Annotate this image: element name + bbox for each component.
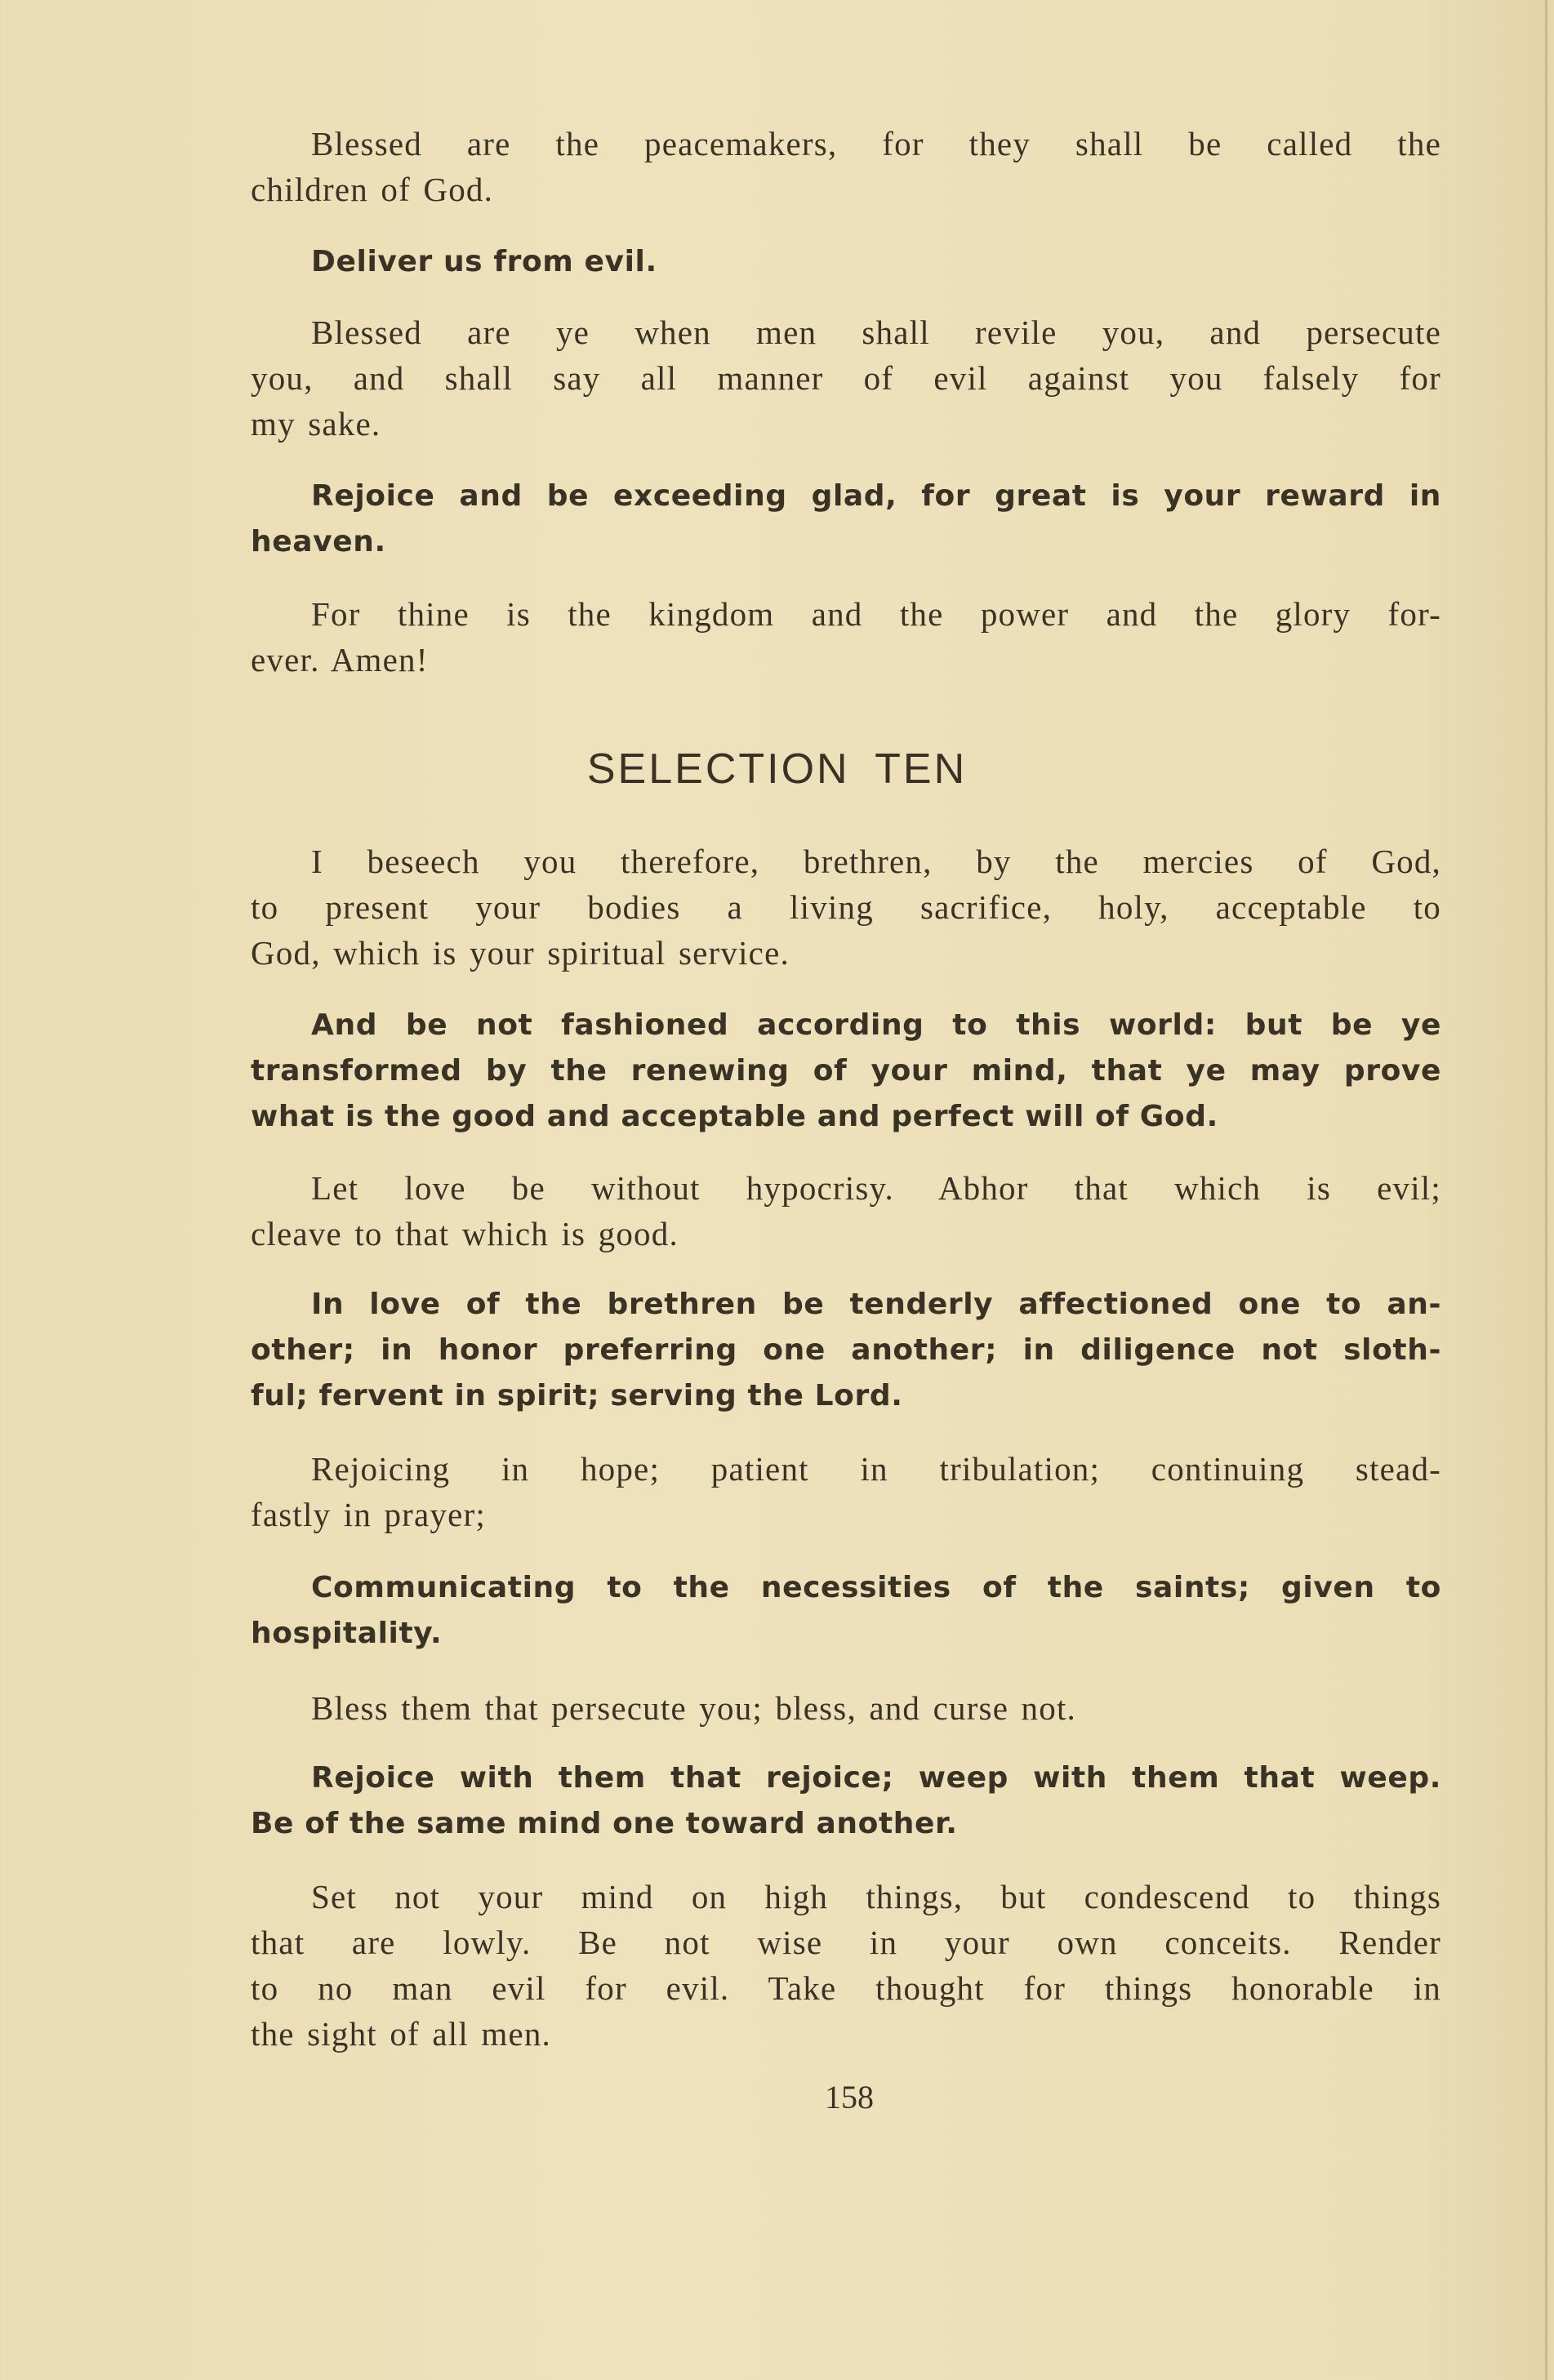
paragraph (251, 1446, 1441, 1537)
text-line: Be of the same mind one toward another. (251, 1807, 958, 1840)
text-line: Rejoicing in hope; patient in tribulation; continuing stead- (311, 1450, 1441, 1488)
text-line: Rejoice and be exceeding glad, for great is your reward in (311, 479, 1441, 513)
paragraph (251, 1685, 1441, 1731)
paragraph (251, 1874, 1441, 2057)
section-heading: SELECTION TEN (586, 745, 968, 793)
paragraph (251, 121, 1441, 212)
text-line: And be not fashioned according to this world: but be ye (311, 1008, 1441, 1042)
paragraph (251, 1755, 1441, 1847)
text-line: fastly in prayer; (251, 1496, 486, 1533)
text-line: other; in honor preferring one another; in diligence not sloth- (251, 1333, 1441, 1367)
text-line: In love of the brethren be tenderly affectioned one to an- (311, 1288, 1441, 1321)
paragraph (251, 591, 1441, 683)
text-line: hospitality. (251, 1617, 443, 1650)
text-line: Rejoice with them that rejoice; weep with them that weep. (311, 1761, 1441, 1795)
text-line: my sake. (251, 405, 381, 443)
paragraph (251, 1565, 1441, 1657)
text-line: to present your bodies a living sacrifice, holy, acceptable to (251, 888, 1441, 926)
text-line: children of God. (251, 171, 494, 208)
paragraph (251, 1165, 1441, 1257)
text-line: For thine is the kingdom and the power and the glory for- (311, 595, 1441, 633)
text-line: you, and shall say all manner of evil against you falsely for (251, 359, 1441, 397)
text-line: what is the good and acceptable and perfect will of God. (251, 1100, 1218, 1133)
paragraph (251, 1282, 1441, 1419)
text-line: to no man evil for evil. Take thought for things honorable in (251, 1969, 1441, 2007)
text-line: that are lowly. Be not wise in your own conceits. Render (251, 1924, 1441, 1961)
paragraph (251, 1003, 1441, 1140)
paragraph (251, 839, 1441, 976)
text-line: cleave to that which is good. (251, 1215, 679, 1252)
text-line: Communicating to the necessities of the saints; given to (311, 1571, 1441, 1604)
text-line: Set not your mind on high things, but condescend to things (311, 1878, 1441, 1915)
text-line: Let love be without hypocrisy. Abhor that which is evil; (311, 1169, 1441, 1207)
text-line: I beseech you therefore, brethren, by the mercies of God, (311, 843, 1441, 880)
text-line: God, which is your spiritual service. (251, 934, 790, 972)
paragraph (251, 309, 1441, 447)
text-line: ful; fervent in spirit; serving the Lord. (251, 1379, 903, 1412)
text-line: Blessed are the peacemakers, for they shall be called the (311, 125, 1441, 162)
text-line: Blessed are ye when men shall revile you, and persecute (311, 314, 1441, 351)
text-line: Deliver us from evil. (311, 245, 657, 278)
page-number: 158 (825, 2079, 874, 2115)
paragraph (251, 239, 1441, 285)
text-line: ever. Amen! (251, 641, 429, 678)
text-line: Bless them that persecute you; bless, and curse not. (311, 1689, 1076, 1727)
paragraph (251, 474, 1441, 565)
text-line: the sight of all men. (251, 2015, 551, 2053)
page-edge-line (1545, 0, 1547, 2380)
text-line: heaven. (251, 525, 386, 558)
page-edge (1547, 0, 1554, 2380)
text-line: transformed by the renewing of your mind, that ye may prove (251, 1054, 1441, 1088)
